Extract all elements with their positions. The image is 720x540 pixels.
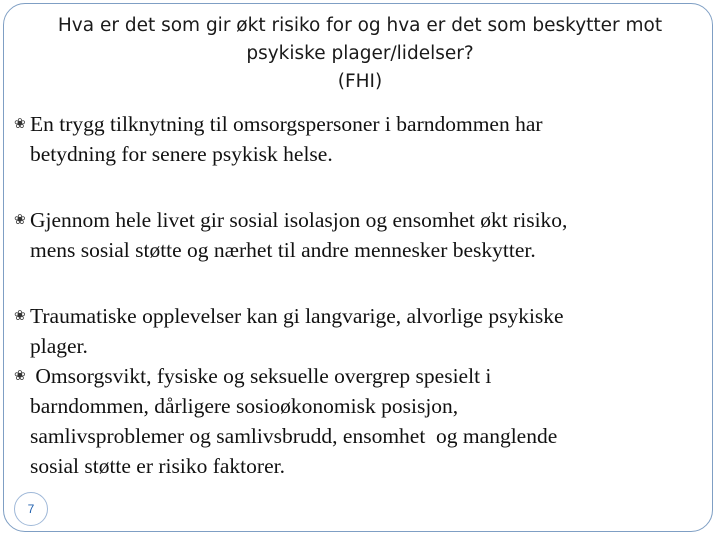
bullet-item bbox=[14, 361, 704, 481]
bullet-text-line: betydning for senere psykisk helse. bbox=[30, 142, 333, 166]
bullet-item bbox=[14, 205, 704, 265]
page-number: 7 bbox=[27, 502, 35, 516]
slide-title bbox=[20, 12, 700, 96]
bullet-text-line: samlivsproblemer og samlivsbrudd, ensomhet og manglende bbox=[30, 424, 558, 448]
page-number-badge bbox=[14, 492, 48, 526]
bullet-text-line: mens sosial støtte og nærhet til andre mennesker beskytter. bbox=[30, 238, 536, 262]
bullet-text-line: sosial støtte er risiko faktorer. bbox=[30, 454, 285, 478]
flower-bullet-icon: ❀ bbox=[14, 212, 26, 228]
title-source: (FHI) bbox=[337, 71, 383, 92]
bullet-text-line: plager. bbox=[30, 334, 88, 358]
flower-bullet-icon: ❀ bbox=[14, 368, 26, 384]
bullet-item bbox=[14, 301, 704, 361]
bullet-text-line: En trygg tilknytning til omsorgspersoner i barndommen har bbox=[30, 112, 543, 136]
bullet-text-line: Gjennom hele livet gir sosial isolasjon og ensomhet økt risiko, bbox=[30, 208, 568, 232]
flower-bullet-icon: ❀ bbox=[14, 116, 26, 132]
title-line: psykiske plager/lidelser? bbox=[246, 43, 474, 64]
bullet-list bbox=[14, 109, 704, 481]
flower-bullet-icon: ❀ bbox=[14, 308, 26, 324]
bullet-item bbox=[14, 109, 704, 169]
bullet-text-line: Traumatiske opplevelser kan gi langvarige, alvorlige psykiske bbox=[30, 304, 564, 328]
title-line: Hva er det som gir økt risiko for og hva er det som beskytter mot bbox=[57, 15, 663, 36]
bullet-text-line: Omsorgsvikt, fysiske og seksuelle overgrep spesielt i bbox=[30, 364, 492, 388]
bullet-text-line: barndommen, dårligere sosioøkonomisk posisjon, bbox=[30, 394, 459, 418]
